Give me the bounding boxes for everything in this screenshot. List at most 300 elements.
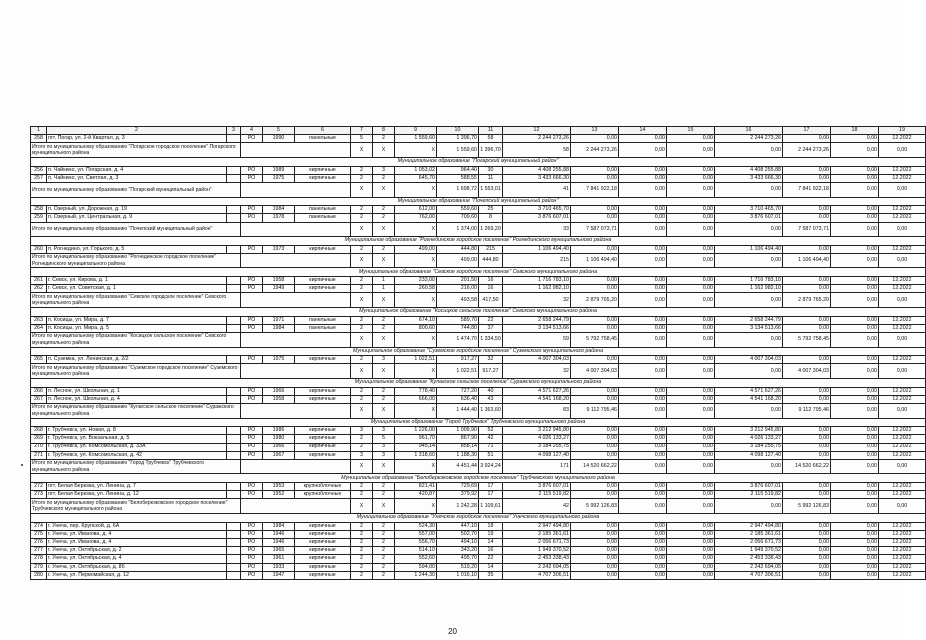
table-cell: кирпичные [295,451,351,459]
table-cell: пгт. Белая Березка, ул. Ленина, д. 7 [47,483,227,491]
table-cell: 0,00 [667,547,715,555]
table-cell: 0,00 [571,547,619,555]
table-row [31,427,926,435]
table-cell: 4 007 304,03 [571,364,619,379]
table-cell: 1989 [263,166,295,174]
table-cell: 4 707 306,51 [503,571,571,579]
table-cell: г. Унеча, ул. Октябрьская, д. 4 [47,555,227,563]
table-cell: 709,60 [437,214,479,222]
table-cell: 0,00 [619,166,667,174]
table-cell [227,427,241,435]
table-cell: X [395,293,437,308]
table-cell: 0,00 [667,563,715,571]
table-cell: панельные [295,206,351,214]
table-cell: 12.2022 [879,491,926,499]
table-cell: кирпичные [295,547,351,555]
table-cell: 215 [503,253,571,268]
table-cell: 4 007 304,03 [503,356,571,364]
table-cell: 4 007 304,03 [715,356,783,364]
table-cell: 16 [479,285,503,293]
table-cell: 32 [479,356,503,364]
table-cell: 444,80 [479,253,503,268]
table-cell: 961,70 [395,435,437,443]
table-cell: 1 162 982,10 [503,285,571,293]
table-cell: 0,00 [619,539,667,547]
table-cell: 0,00 [783,555,831,563]
table-cell: 5 992 126,83 [571,499,619,514]
table-cell [227,166,241,174]
subtotal-row [31,293,926,308]
table-cell: 201,50 [437,277,479,285]
table-cell: 277 [31,547,47,555]
table-cell: 0,00 [715,182,783,197]
table-cell: X [373,293,395,308]
table-cell [227,483,241,491]
table-cell [241,333,351,348]
table-cell: 9 112 795,46 [783,403,831,418]
subtotal-row [31,333,926,348]
column-number: 3 [227,127,241,135]
table-cell: 12.2022 [879,427,926,435]
table-cell [241,182,351,197]
table-cell: 58 [503,143,571,158]
table-cell: 16 [479,547,503,555]
table-cell: 0,00 [831,356,879,364]
table-cell: п. Рогнедино, ул. Горького, д. 5 [47,245,227,253]
section-heading: Муниципальное образование "Севское городское поселение" Севского муниципального района [31,268,926,277]
table-cell [227,530,241,538]
table-cell: 0,00 [831,395,879,403]
table-cell [227,451,241,459]
subtotal-row [31,403,926,418]
table-cell [241,499,351,514]
table-cell: 0,00 [571,245,619,253]
table-cell: РО [241,547,263,555]
table-cell: 33 [503,222,571,237]
table-cell: РО [241,214,263,222]
table-cell: 259 [31,214,47,222]
table-cell: 0,00 [831,539,879,547]
table-cell: 0,00 [879,253,926,268]
table-cell: 594,00 [395,563,437,571]
table-cell: X [351,222,373,237]
table-cell: 1978 [263,214,295,222]
table-cell: РО [241,285,263,293]
table-cell: 42 [479,435,503,443]
table-cell: РО [241,206,263,214]
table-cell: 12.2022 [879,285,926,293]
table-cell: 260,58 [395,285,437,293]
table-cell: 0,00 [667,174,715,182]
table-cell: 0,00 [783,135,831,143]
table-cell: 945,14 [395,443,437,451]
table-cell [241,253,351,268]
table-cell: 1 106 494,40 [571,253,619,268]
table-cell: 52 [479,427,503,435]
table-cell: 59 [503,333,571,348]
table-cell: 0,00 [879,222,926,237]
table-cell: 71 [479,443,503,451]
table-cell: 447,10 [437,522,479,530]
table-cell: 262 [31,285,47,293]
table-cell: 4 007 304,03 [783,364,831,379]
table-cell: 2 453 338,43 [503,555,571,563]
table-cell: РО [241,245,263,253]
table-cell: 12.2022 [879,135,926,143]
table-cell: 867,90 [437,435,479,443]
table-cell: 0,00 [783,451,831,459]
table-cell: 12.2022 [879,356,926,364]
table-cell: 275 [31,530,47,538]
table-row [31,451,926,459]
table-cell: X [373,459,395,474]
table-cell: 9 112 795,46 [571,403,619,418]
table-cell: 499,00 [395,245,437,253]
table-cell: 3 876 607,01 [715,214,783,222]
table-cell: 0,00 [667,277,715,285]
table-cell: 0,00 [783,530,831,538]
table-cell: 1 [373,285,395,293]
table-cell: 11 [479,174,503,182]
table-cell: 1947 [263,571,295,579]
table-cell: 0,00 [571,174,619,182]
table-cell: 2 [351,316,373,324]
table-row [31,435,926,443]
table-cell: 4 026 133,27 [503,435,571,443]
table-cell: 0,00 [667,395,715,403]
table-cell: 1933 [263,563,295,571]
table-cell: панельные [295,135,351,143]
table-row [31,530,926,538]
table-cell: 0,00 [783,571,831,579]
table-cell: 0,00 [783,491,831,499]
table-cell: 216,00 [437,285,479,293]
table-cell: 2 [373,135,395,143]
table-cell: 2 879 765,20 [571,293,619,308]
table-cell: 7 841 922,18 [571,182,619,197]
table-cell: 0,00 [831,253,879,268]
table-cell [227,547,241,555]
table-cell: 0,00 [783,483,831,491]
table-cell: 12.2022 [879,166,926,174]
table-cell: 0,00 [831,387,879,395]
table-cell: 2 658 244,79 [503,316,571,324]
column-number: 4 [241,127,263,135]
section-heading: Муниципальное образование "Суземское городское поселение" Суземского муниципального района [31,347,926,356]
table-cell: кирпичные [295,563,351,571]
table-cell: 0,00 [831,571,879,579]
table-cell: 0,00 [879,364,926,379]
table-cell: 0,00 [619,443,667,451]
table-cell: 0,00 [831,459,879,474]
table-cell: РО [241,571,263,579]
table-cell: 0,00 [715,459,783,474]
table-cell: 499,00 [437,253,479,268]
table-row [31,522,926,530]
table-cell: 0,00 [667,182,715,197]
subtotal-label: Итого по муниципальному образованию "Кулагское сельское поселение" Суражского муниципального района [31,403,241,418]
table-cell: 729,69 [437,483,479,491]
table-cell: пгт. Погар, ул. 2-й Квартал, д. 3 [47,135,227,143]
table-cell: 0,00 [783,214,831,222]
table-cell: 0,00 [831,214,879,222]
table-cell: 0,00 [619,459,667,474]
table-cell: 1 363,60 [479,403,503,418]
table-cell: 12.2022 [879,443,926,451]
table-cell [241,459,351,474]
table-cell: 1 009,90 [437,427,479,435]
subtotal-row [31,182,926,197]
table-cell: 0,00 [571,443,619,451]
table-cell: 2 [373,491,395,499]
table-row [31,547,926,555]
table-cell: 0,00 [783,427,831,435]
table-cell: 43 [479,395,503,403]
table-cell: 0,00 [783,539,831,547]
table-cell: 12.2022 [879,174,926,182]
table-cell: X [373,143,395,158]
table-cell: 1 [373,277,395,285]
table-cell: кирпичные [295,174,351,182]
table-cell: 2 [351,530,373,538]
table-cell: 12.2022 [879,451,926,459]
table-cell: г. Трубчевск, ул. Комсомольская, д. 33А [47,443,227,451]
table-cell: 0,00 [831,403,879,418]
table-cell: 0,00 [879,499,926,514]
table-cell: X [395,182,437,197]
table-cell: 0,00 [571,522,619,530]
table-cell: 12.2022 [879,214,926,222]
table-cell: 14 520 662,22 [783,459,831,474]
table-cell: 268 [31,427,47,435]
column-number: 10 [437,127,479,135]
table-cell: 420,87 [395,491,437,499]
table-cell: 0,00 [619,333,667,348]
column-number: 7 [351,127,373,135]
table-cell: 0,00 [667,222,715,237]
table-cell: 0,00 [619,451,667,459]
table-cell: 3 876 607,01 [503,483,571,491]
table-cell: 1 162 982,10 [715,285,783,293]
table-cell: 22 [479,316,503,324]
table-cell: 4 026 133,27 [715,435,783,443]
table-row [31,563,926,571]
table-cell: 2 [373,324,395,332]
table-cell: 0,00 [667,443,715,451]
table-cell [227,285,241,293]
table-cell: 0,00 [619,135,667,143]
table-cell: РО [241,316,263,324]
table-cell: 514,10 [395,547,437,555]
table-cell: РО [241,563,263,571]
table-cell: кирпичные [295,555,351,563]
table-cell: 0,00 [879,143,926,158]
table-cell: 3 924,24 [479,459,503,474]
table-cell [227,135,241,143]
table-cell: 2 [351,285,373,293]
table-row [31,135,926,143]
table-cell: 0,00 [619,174,667,182]
table-cell: 0,00 [571,451,619,459]
table-cell: 0,00 [831,182,879,197]
column-number: 14 [619,127,667,135]
table-cell: кирпичные [295,435,351,443]
table-cell: 0,00 [667,316,715,324]
table-cell: 0,00 [783,316,831,324]
table-cell: 494,10 [437,539,479,547]
table-cell: 2 [373,245,395,253]
table-cell: 0,00 [667,539,715,547]
table-cell: 0,00 [619,285,667,293]
table-cell: п. Косицы, ул. Мира, д. 7 [47,316,227,324]
table-cell: 5 792 758,45 [783,333,831,348]
table-cell: 0,00 [571,491,619,499]
table-cell: 1986 [263,427,295,435]
table-cell: 2 244 273,26 [783,143,831,158]
table-row [31,245,926,253]
table-cell: 0,00 [571,563,619,571]
table-cell: 0,00 [619,316,667,324]
table-cell: 25 [479,206,503,214]
table-cell: 0,00 [667,571,715,579]
table-cell: 12.2022 [879,316,926,324]
table-cell: 280 [31,571,47,579]
column-number: 11 [479,127,503,135]
table-cell: 4 571 627,26 [715,387,783,395]
column-number: 9 [395,127,437,135]
column-number: 17 [783,127,831,135]
table-cell: кирпичные [295,245,351,253]
table-cell: 2 056 671,73 [715,539,783,547]
subtotal-row [31,364,926,379]
table-cell: 0,00 [619,483,667,491]
table-cell: 271 [31,451,47,459]
table-cell: кирпичные [295,539,351,547]
table-cell: 2 [373,571,395,579]
table-cell: 58 [479,135,503,143]
table-cell: 12.2022 [879,530,926,538]
table-cell: 636,40 [437,395,479,403]
column-number: 1 [31,127,47,135]
table-cell: 3 212 945,80 [503,427,571,435]
table-cell: X [351,182,373,197]
table-cell: 2 [373,539,395,547]
table-cell: 0,00 [667,451,715,459]
table-cell: г. Трубчевск, ул. Новая, д. 8 [47,427,227,435]
table-cell: 0,00 [619,387,667,395]
table-cell: 12.2022 [879,206,926,214]
table-cell [241,293,351,308]
table-cell: 0,00 [783,324,831,332]
table-cell: 272 [31,483,47,491]
table-cell: 800,60 [395,324,437,332]
table-cell: 1 374,00 [437,222,479,237]
table-cell: 12.2022 [879,435,926,443]
table-row [31,387,926,395]
table-cell: 0,00 [619,499,667,514]
table-cell: 1 016,10 [437,571,479,579]
table-cell: 0,00 [831,222,879,237]
table-cell: 0,00 [783,206,831,214]
table-cell: 1949 [263,285,295,293]
table-cell: 1971 [263,316,295,324]
table-cell [227,316,241,324]
table-cell: 32 [503,293,571,308]
table-cell: 1975 [263,356,295,364]
table-cell: 2 [351,547,373,555]
table-cell: 0,00 [667,293,715,308]
table-cell: 2 [373,174,395,182]
table-cell: 524,30 [395,522,437,530]
table-cell: г. Унеча, ул. Иванова, д. 4 [47,539,227,547]
table-cell: 1 698,72 [437,182,479,197]
table-cell [227,245,241,253]
subtotal-label: Итого по муниципальному образованию "Рогнединское городское поселение" Рогнединского муниципального района [31,253,241,268]
table-cell: 12.2022 [879,483,926,491]
table-cell: 674,10 [395,316,437,324]
table-cell: 1984 [263,522,295,530]
table-cell: X [351,253,373,268]
table-cell: 1 106 494,40 [783,253,831,268]
subtotal-label: Итого по муниципальному образованию "Почепский муниципальный район" [31,222,241,237]
table-cell: 1 949 370,52 [503,547,571,555]
table-cell: 258 [31,135,47,143]
table-cell: 18 [479,522,503,530]
table-cell: 0,00 [667,333,715,348]
table-cell: 7 587 073,71 [571,222,619,237]
table-cell: 762,00 [395,214,437,222]
table-cell: 379,92 [437,491,479,499]
table-cell: 1 716 783,10 [503,277,571,285]
table-cell: 3 433 666,30 [715,174,783,182]
register-body [31,135,926,580]
table-cell: 274 [31,522,47,530]
table-cell: 0,00 [783,547,831,555]
table-cell: 0,00 [667,435,715,443]
table-cell: 5 [351,135,373,143]
subtotal-row [31,143,926,158]
table-cell: 612,00 [395,206,437,214]
table-cell: 0,00 [571,135,619,143]
table-cell: 502,70 [437,530,479,538]
table-cell: 0,00 [831,451,879,459]
table-cell: 2 [373,387,395,395]
table-cell: 0,00 [619,293,667,308]
table-cell: 2 [351,539,373,547]
table-cell: 0,00 [619,395,667,403]
table-cell: г. Унеча, ул. Первомайская, д. 12 [47,571,227,579]
table-cell: 1965 [263,547,295,555]
subtotal-label: Итого по муниципальному образованию "Погарский муниципальный район" [31,182,241,197]
table-cell: 0,00 [667,483,715,491]
table-cell: 12.2022 [879,571,926,579]
table-cell: 35 [479,571,503,579]
table-cell: 0,00 [831,285,879,293]
table-cell: 0,00 [619,571,667,579]
table-cell: X [351,143,373,158]
table-cell [227,555,241,563]
table-cell: 3 710 465,70 [715,206,783,214]
table-cell: 0,00 [571,285,619,293]
table-cell: X [351,333,373,348]
table-cell: панельные [295,316,351,324]
table-cell: 0,00 [667,166,715,174]
table-cell: 14 [479,539,503,547]
table-cell: 1 242,28 [437,499,479,514]
table-cell: 0,00 [783,166,831,174]
table-cell: 41 [503,182,571,197]
subtotal-label: Итого по муниципальному образованию "Суземское городское поселение" Суземского муниципального района [31,364,241,379]
